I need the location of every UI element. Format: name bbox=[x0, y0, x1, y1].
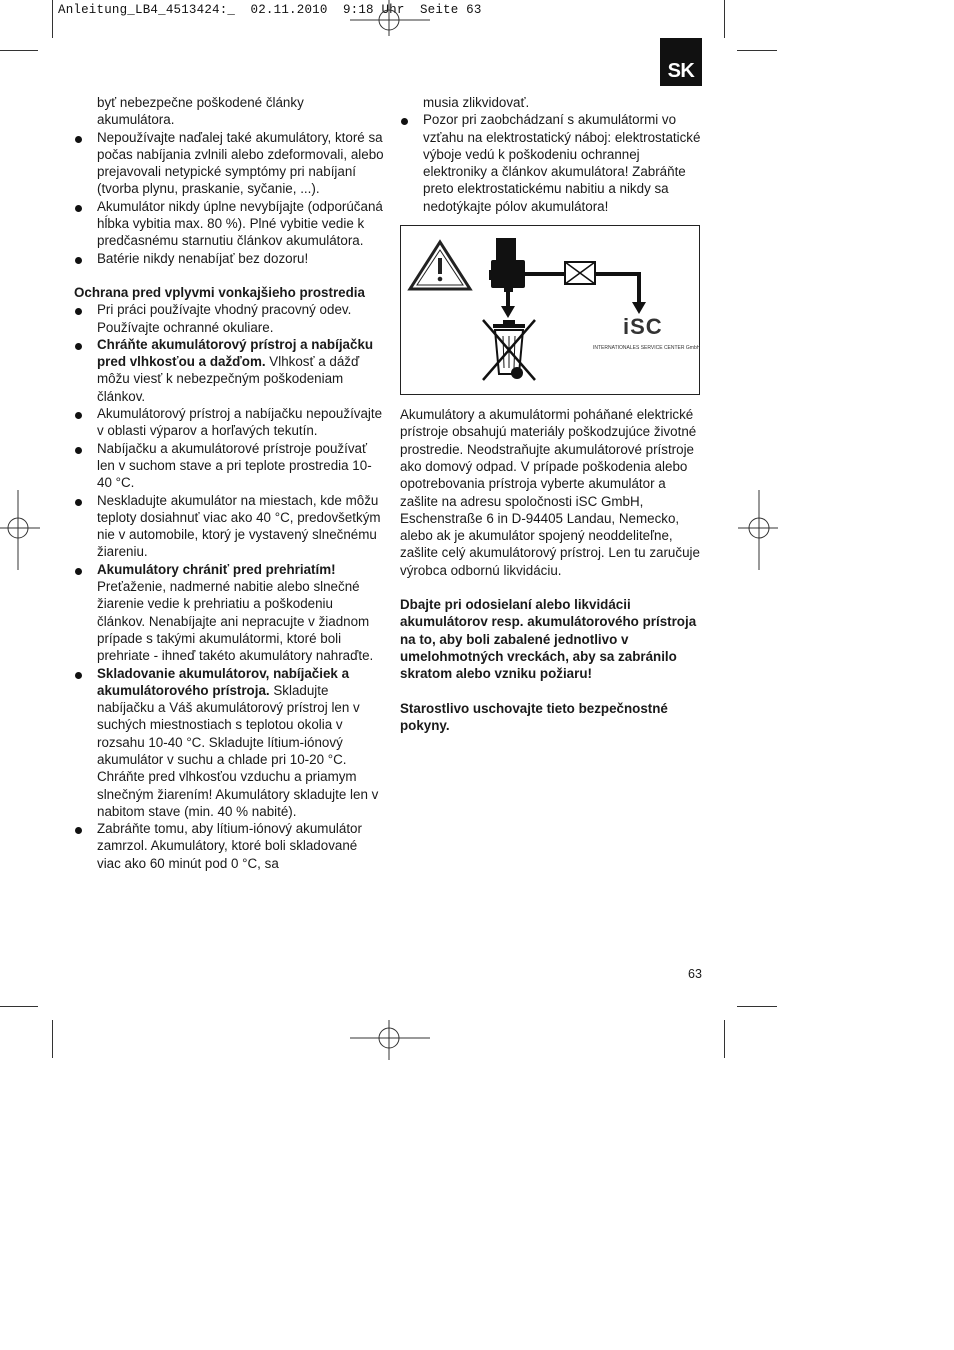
keep-instructions-note: Starostlivo uschovajte tieto bezpečnostné pokyny. bbox=[400, 700, 668, 733]
bold-lead: Chráňte akumulátorový prístroj a nabíjačku pred vlhkosťou a dažďom. bbox=[97, 336, 374, 370]
item-text: Preťaženie, nadmerné nabitie alebo slnečné žiarenie vedie k prehriatiu a poškodeniu článkov. Nenabíjajte ani nepracujte v žiadnom prípade s takými akumulátormi, ktoré boli prehriate - ihneď takéto akumulátory nahraďte. bbox=[97, 579, 374, 664]
list-item: Pri práci používajte vhodný pracovný odev. Používajte ochranné okuliare. bbox=[74, 301, 384, 336]
bold-lead: Skladovanie akumulátorov, nabíjačiek a akumulátorového prístroja. bbox=[97, 665, 350, 698]
disposal-figure bbox=[400, 225, 700, 395]
disposal-diagram bbox=[401, 226, 701, 396]
section-heading: Ochrana pred vplyvmi vonkajšieho prostredia bbox=[74, 284, 365, 300]
crop-mark bbox=[737, 1006, 777, 1007]
list-item bbox=[74, 665, 384, 821]
list-item bbox=[74, 336, 384, 405]
warning-triangle-icon bbox=[410, 242, 470, 289]
continuation-text: byť nebezpečne poškodené články akumulátora. bbox=[97, 95, 304, 128]
crop-mark bbox=[0, 1006, 38, 1007]
envelope-icon bbox=[565, 262, 595, 284]
battery-pack-icon bbox=[489, 238, 525, 292]
crop-mark bbox=[0, 50, 38, 51]
language-badge: SK bbox=[660, 38, 702, 86]
registration-mark-right bbox=[738, 490, 778, 570]
item-text: Vlhkosť a dážď môžu viesť k nebezpečným poškodeniam článkov. bbox=[97, 354, 360, 404]
print-slug: Anleitung_LB4_4513424:_ 02.11.2010 9:18 Uhr Seite 63 bbox=[58, 3, 482, 17]
left-column bbox=[74, 94, 384, 872]
list-item: Zabráňte tomu, aby lítium-iónový akumulátor zamrzol. Akumulátory, ktoré boli skladované viac ako 60 minút pod 0 °C, sa bbox=[74, 820, 384, 872]
page-number: 63 bbox=[688, 967, 702, 981]
disposal-paragraph: Akumulátory a akumulátormi poháňané elektrické prístroje obsahujú materiály poškodzujúce životné prostredie. Neodstraňujte akumulátorové prístroje ako domový odpad. V prípade poškodenia alebo opotrebovania prístroja vyberte akumulátor a zašlite na adresu spoločnosti iSC GmbH, Eschenstraße 6 in D-94405 Landau, Nemecko, alebo ak je akumulátor spojený neoddeliteľne, zašlite celý akumulátorový prístroj. Len tu zaručuje výrobca odbornú likvidáciu. bbox=[400, 407, 700, 578]
crop-mark bbox=[724, 0, 725, 38]
registration-mark-left bbox=[0, 490, 40, 570]
continuation-text: musia zlikvidovať. bbox=[423, 95, 530, 110]
list-item: Pozor pri zaobchádzaní s akumulátormi vo vzťahu na elektrostatický náboj: elektrostatické výboje vedú k poškodeniu ochrannej elektroniky a článkov akumulátora! Zabráňte preto elektrostatickému nabitiu a nikdy sa nedotýkajte pólov akumulátora! bbox=[400, 111, 705, 215]
crossed-out-bin-icon bbox=[483, 320, 535, 380]
list-item bbox=[74, 561, 384, 665]
list-item: Akumulátor nikdy úplne nevybíjajte (odporúčaná hĺbka vybitia max. 80 %). Plné vybitie vedie k predčasnému starnutiu článkov akumulátora. bbox=[74, 198, 384, 250]
crop-mark bbox=[52, 1020, 53, 1058]
crop-mark bbox=[724, 1020, 725, 1058]
isc-logo: iSC bbox=[623, 314, 663, 340]
packaging-warning: Dbajte pri odosielaní alebo likvidácii akumulátorov resp. akumulátorového prístroja na to, aby boli zabalené jednotlivo v umelohmotných vreckách, aby sa zabránilo skratom alebo vzniku požiaru! bbox=[400, 597, 697, 682]
registration-mark-bottom bbox=[350, 1020, 430, 1060]
registration-mark-top bbox=[350, 0, 430, 40]
list-item: Akumulátorový prístroj a nabíjačku nepoužívajte v oblasti výparov a horľavých tekutín. bbox=[74, 405, 384, 440]
right-column bbox=[400, 94, 705, 734]
bold-lead: Akumulátory chrániť pred prehriatím! bbox=[97, 561, 336, 577]
crop-mark bbox=[737, 50, 777, 51]
list-item: Batérie nikdy nenabíjať bez dozoru! bbox=[74, 250, 384, 267]
crop-mark bbox=[52, 0, 53, 38]
item-text: Skladujte nabíjačku a Váš akumulátorový prístroj len v suchých miestnostiach s teplotou okolia v rozsahu 10-40 °C. Skladujte lítium-iónový akumulátor v suchu a chlade pri 10-20 °C. Chráňte pred vlhkosťou vzduchu a priamym slnečným žiarením! Akumulátory skladujte len v nabitom stave (min. 40 % nabité). bbox=[97, 682, 379, 819]
list-item: Nepoužívajte naďalej také akumulátory, ktoré sa počas nabíjania zvlnili alebo zdeformovali, alebo prejavovali netypické symptómy pri nabíjaní (tvorba plynu, praskanie, syčanie, ...). bbox=[74, 129, 384, 198]
list-item: Neskladujte akumulátor na miestach, kde môžu teploty dosiahnuť viac ako 40 °C, predovšetkým nie v automobile, ktorý je vystavený slnečnému žiareniu. bbox=[74, 492, 384, 561]
list-item: Nabíjačku a akumulátorové prístroje používať len v suchom stave a pri teplote prostredia 10-40 °C. bbox=[74, 440, 384, 492]
isc-logo-caption: INTERNATIONALES SERVICE CENTER GmbH bbox=[593, 345, 701, 352]
